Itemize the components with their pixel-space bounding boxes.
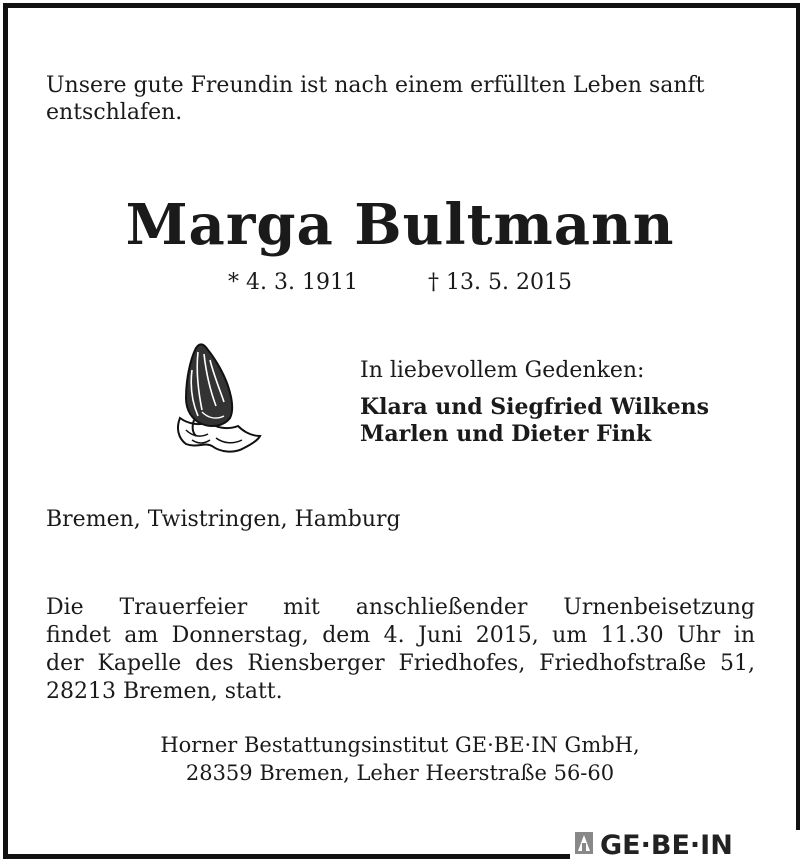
service-line: der Kapelle des Riensberger Friedhofes, Friedhofstraße 51,	[46, 651, 755, 676]
mourner-line: Marlen und Dieter Fink	[360, 421, 652, 447]
service-line: 28213 Bremen, statt.	[46, 679, 283, 704]
funeral-home-line: Horner Bestattungsinstitut GE·BE·IN GmbH,	[160, 733, 640, 757]
praying-hands-icon	[172, 340, 262, 456]
deceased-name: Marga Bultmann	[125, 192, 675, 258]
funeral-home-line: 28359 Bremen, Leher Heerstraße 56-60	[185, 761, 615, 785]
gebein-logo-icon	[574, 831, 594, 859]
service-line: Die Trauerfeier mit anschließender Urnenbeisetzung	[46, 595, 755, 620]
birth-date: * 4. 3. 1911	[228, 270, 358, 295]
gebein-logo	[570, 830, 800, 860]
gebein-logo-text: GE·BE·IN	[600, 829, 733, 861]
life-dates	[0, 268, 800, 298]
service-details	[46, 594, 755, 706]
gedenken-label: In liebevollem Gedenken:	[360, 358, 645, 383]
intro-text: Unsere gute Freundin ist nach einem erfüllten Leben sanft entschlafen.	[46, 73, 705, 125]
mourners-list	[360, 394, 709, 448]
places-text: Bremen, Twistringen, Hamburg	[46, 507, 401, 532]
service-line: findet am Donnerstag, dem 4. Juni 2015, um 11.30 Uhr in	[46, 623, 755, 648]
death-date: † 13. 5. 2015	[428, 270, 572, 295]
funeral-home	[0, 731, 800, 787]
mourner-line: Klara und Siegfried Wilkens	[360, 394, 710, 420]
